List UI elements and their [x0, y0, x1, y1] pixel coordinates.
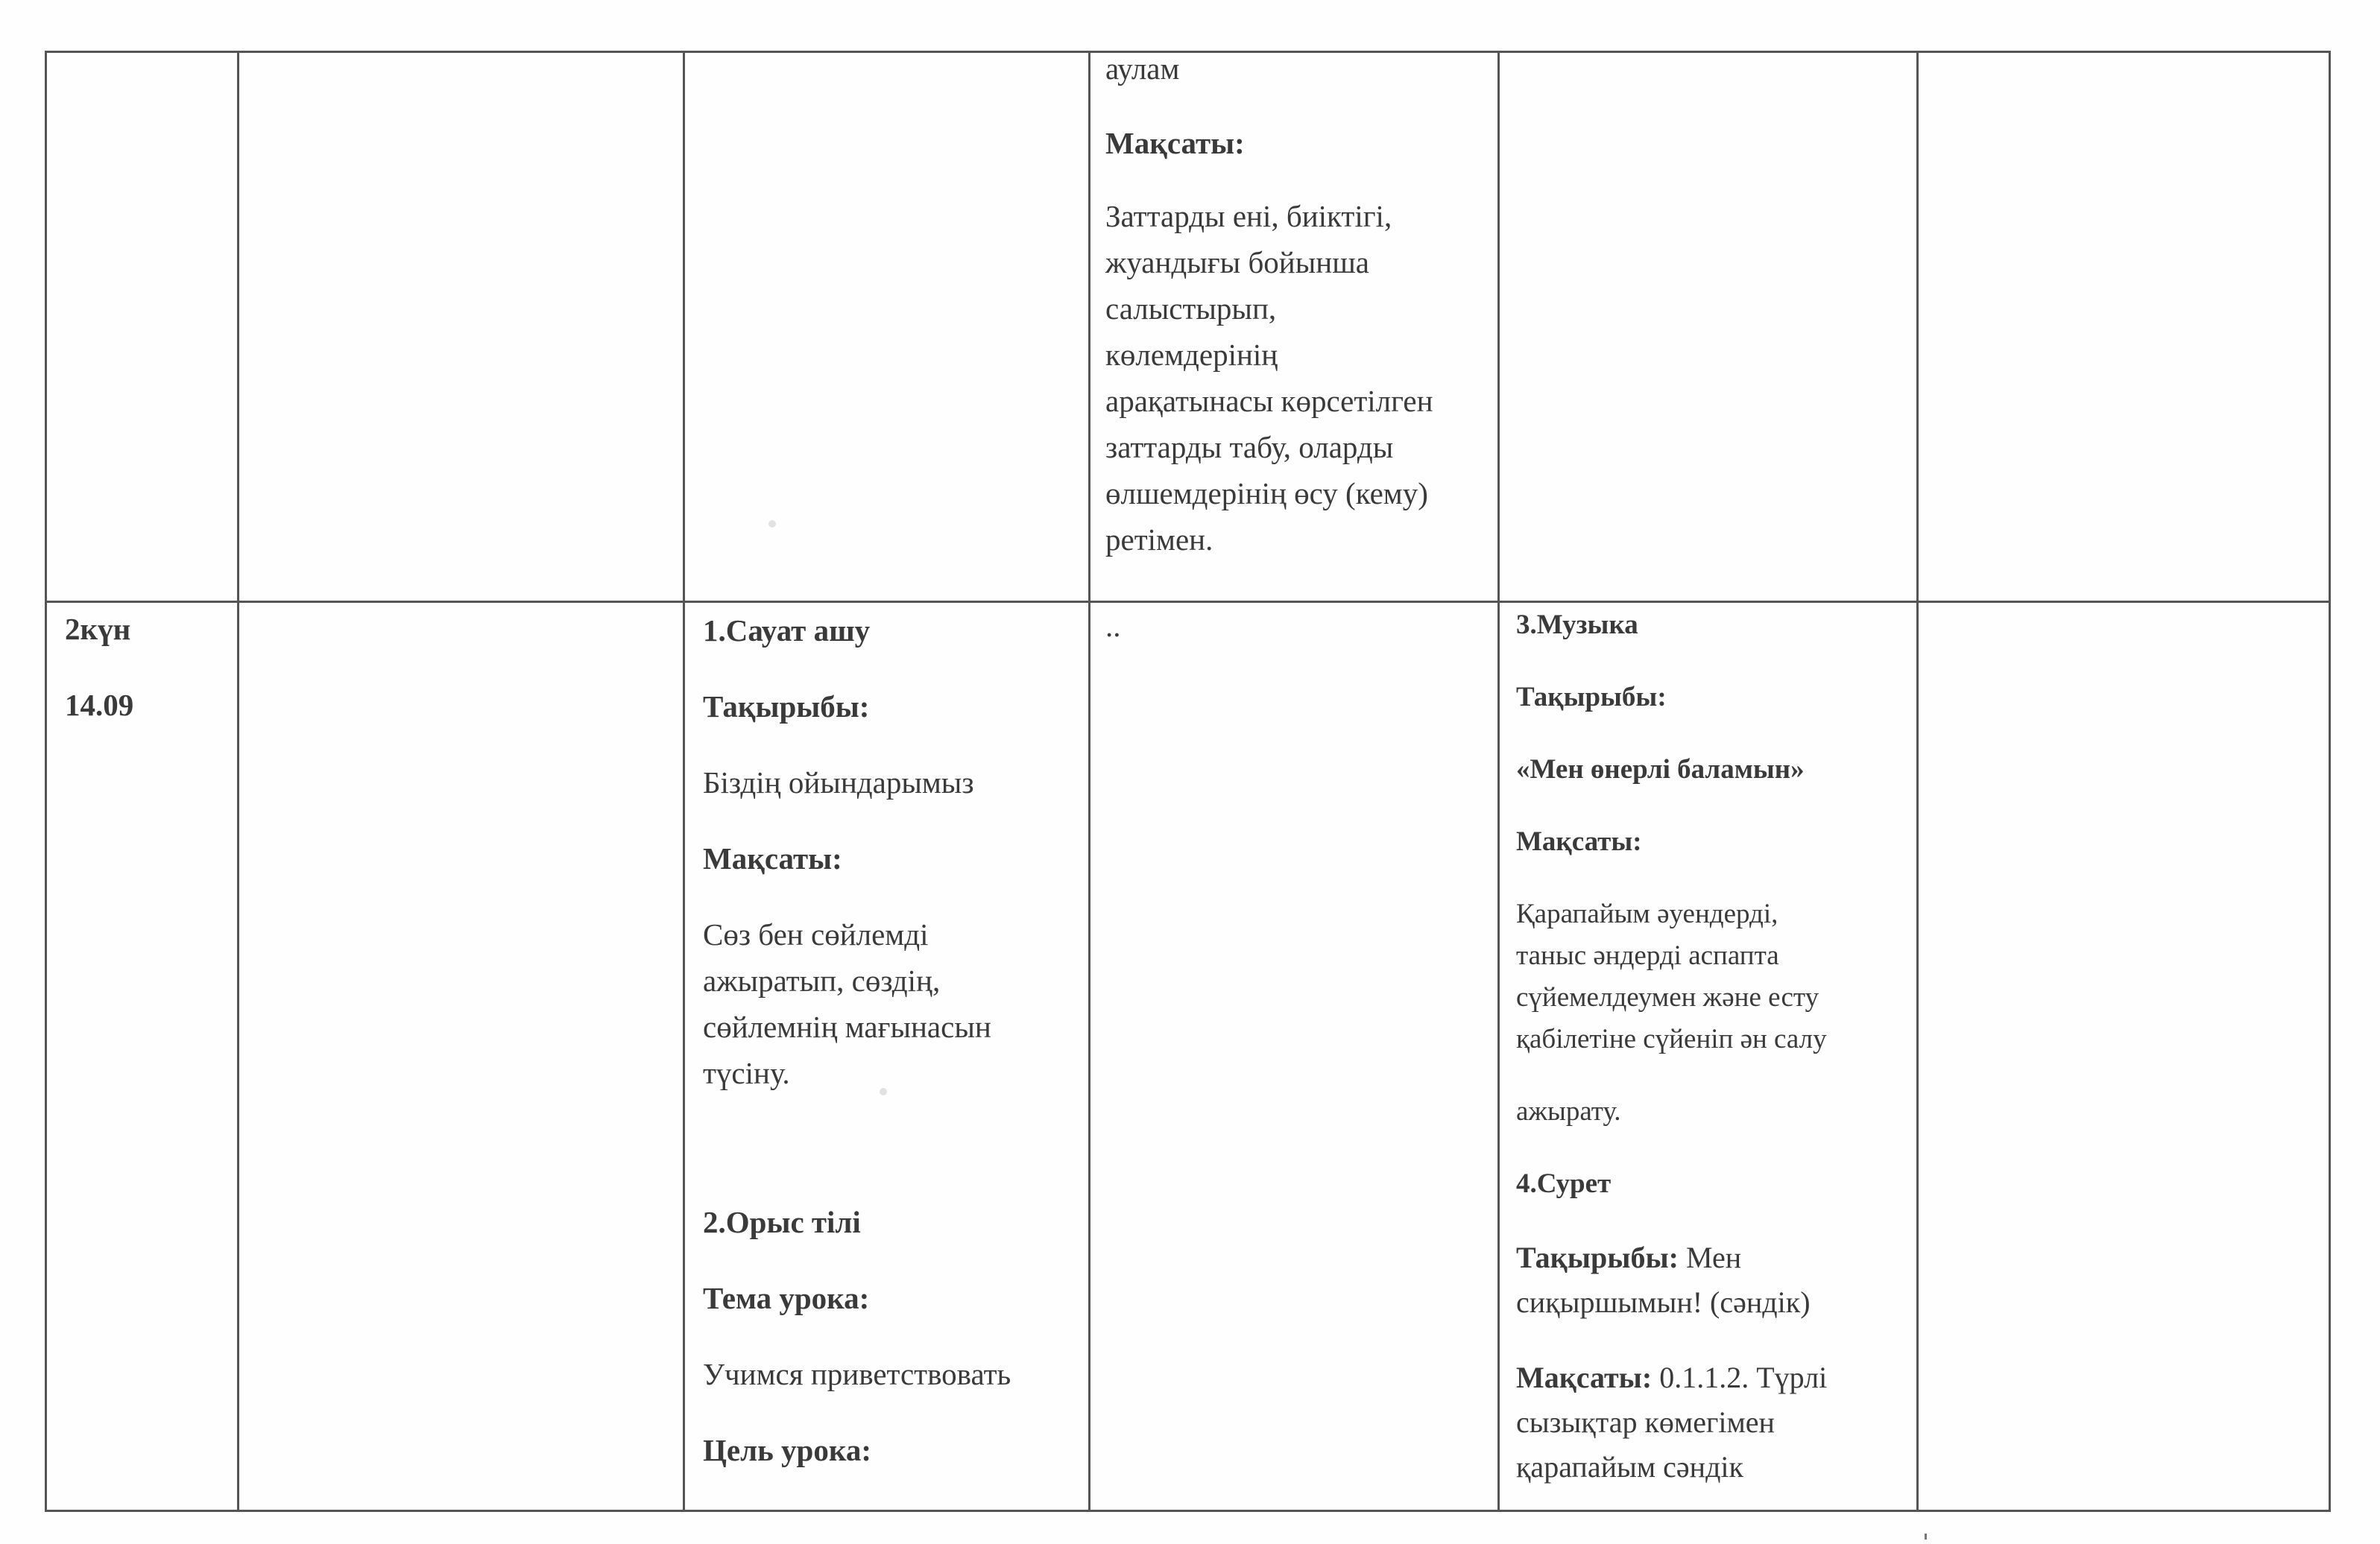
goal-line: сызықтар көмегімен: [1516, 1405, 1775, 1439]
table-cell: [684, 52, 1090, 602]
goal-line: қабілетіне сүйеніп ән салу: [1516, 1024, 1827, 1054]
topic-label: Тақырыбы:: [1516, 1241, 1679, 1274]
table-cell: [239, 52, 684, 602]
goal-line: 0.1.1.2. Түрлі: [1652, 1361, 1828, 1394]
goal-line: сүйемелдеумен және есту: [1516, 982, 1819, 1013]
table-cell-lessons: [684, 602, 1090, 1511]
goal-line: Заттарды ені, биіктігі,: [1105, 199, 1392, 233]
goal-line: заттарды табу, оларды: [1105, 430, 1394, 464]
scan-speck: [880, 1088, 887, 1095]
goal-label: Мақсаты:: [703, 841, 842, 876]
goal-line: ажыратып, сөздің,: [703, 964, 941, 998]
topic-label: Тақырыбы:: [703, 689, 870, 724]
table-row: [46, 602, 2330, 1511]
goal-text: [1105, 193, 1483, 563]
table-cell-lessons: [1499, 602, 1918, 1511]
table-cell: [1918, 602, 2330, 1511]
goal-text: [703, 911, 1088, 1096]
placeholder-mark: ..: [1105, 609, 1121, 643]
goal-label: Мақсаты:: [1516, 826, 1642, 857]
scan-speck: [768, 520, 776, 528]
goal-line: ретімен.: [1105, 522, 1213, 557]
goal-label: Мақсаты:: [1516, 1361, 1653, 1394]
lesson-title: 4.Сурет: [1516, 1168, 1612, 1199]
day-label: 2күн: [65, 612, 131, 646]
goal-line: Сөз бен сөйлемді: [703, 917, 929, 952]
topic-text: «Мен өнерлі баламын»: [1516, 754, 1805, 785]
lesson-title: 2.Орыс тілі: [703, 1205, 861, 1239]
topic-label: Тема урока:: [703, 1281, 870, 1315]
topic-label: Тақырыбы:: [1516, 682, 1667, 712]
goal-line: түсіну.: [703, 1056, 790, 1090]
goal-line: сөйлемнің мағынасын: [703, 1010, 991, 1044]
scan-mark: [1925, 1534, 1927, 1540]
table-cell: [46, 52, 239, 602]
table-cell: [1090, 602, 1499, 1511]
table-cell-activity: [1090, 52, 1499, 602]
goal-text: [1516, 893, 1909, 1060]
goal-line: арақатынасы көрсетілген: [1105, 384, 1433, 418]
table-cell: [1499, 52, 1918, 602]
table-row: [46, 52, 2330, 602]
activity-line: аулам: [1105, 51, 1180, 86]
goal-line: Қарапайым әуендерді,: [1516, 899, 1778, 929]
goal-label: Цель урока:: [703, 1433, 871, 1467]
topic-text: сиқыршымын! (сәндік): [1516, 1285, 1811, 1319]
topic-text: Учимся приветствовать: [703, 1357, 1011, 1391]
goal-line: салыстырып,: [1105, 291, 1277, 326]
table-cell-day: [46, 602, 239, 1511]
goal-line: ажырату.: [1516, 1096, 1621, 1127]
lesson-plan-table: [45, 51, 2331, 1512]
goal-line: жуандығы бойынша: [1105, 245, 1370, 279]
date-label: 14.09: [65, 688, 134, 722]
lesson-title: 1.Сауат ашу: [703, 613, 871, 648]
topic-text: Мен: [1679, 1241, 1742, 1274]
table-cell: [1918, 52, 2330, 602]
lesson-title: 3.Музыка: [1516, 610, 1638, 640]
goal-line: өлшемдерінің өсу (кему): [1105, 476, 1428, 510]
topic-text: Біздің ойындарымыз: [703, 765, 974, 800]
goal-line: қарапайым сәндік: [1516, 1450, 1743, 1484]
topic-block: [1516, 1235, 1909, 1325]
table-cell: [239, 602, 684, 1511]
goal-line: таныс әндерді аспапта: [1516, 940, 1779, 971]
goal-line: көлемдерінің: [1105, 338, 1278, 372]
goal-block: [1516, 1355, 1909, 1490]
goal-label: Мақсаты:: [1105, 126, 1245, 160]
